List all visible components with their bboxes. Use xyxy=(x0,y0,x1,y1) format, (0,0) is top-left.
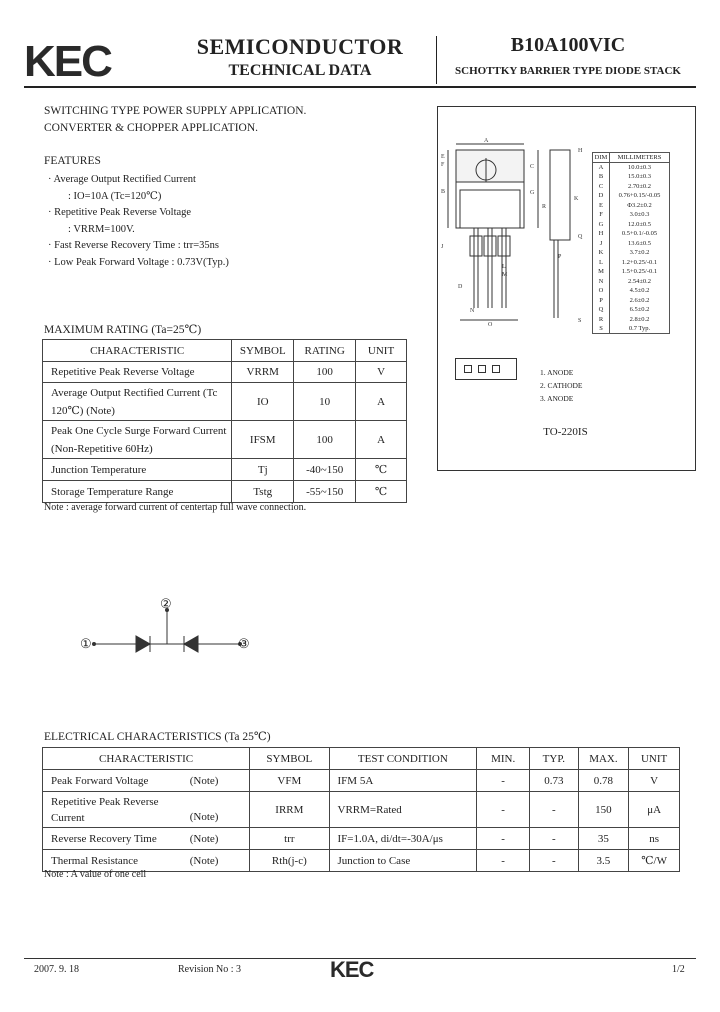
dim-key: P xyxy=(593,296,610,306)
feature-item: · Repetitive Peak Reverse Voltage xyxy=(48,207,192,218)
dim-key: K xyxy=(593,248,610,258)
cell-characteristic: Repetitive Peak Reverse Voltage xyxy=(43,362,232,383)
feature-item: : VRRM=100V. xyxy=(68,223,135,235)
cell-condition: IF=1.0A, di/dt=-30A/μs xyxy=(329,828,477,850)
dim-label: K xyxy=(574,196,579,202)
dim-value: 0.5+0.1/-0.05 xyxy=(621,230,658,238)
dim-key: J xyxy=(593,239,610,249)
svg-text:KEC: KEC xyxy=(24,40,111,80)
cell-characteristic: Junction Temperature xyxy=(43,459,232,481)
cell-unit: ns xyxy=(629,828,680,850)
dim-label: F xyxy=(441,162,445,168)
cell-unit: μA xyxy=(629,792,680,828)
dim-label: M xyxy=(502,272,508,278)
part-description: SCHOTTKY BARRIER TYPE DIODE STACK xyxy=(455,65,681,77)
electrical-table xyxy=(42,747,680,872)
dim-value: 2.70±0.2 xyxy=(627,182,652,190)
dim-label: P xyxy=(558,254,562,260)
cell-typ: - xyxy=(530,850,578,872)
dim-key: L xyxy=(593,258,610,268)
dim-label: A xyxy=(484,138,489,144)
cell-min: - xyxy=(477,792,530,828)
cell-max: 150 xyxy=(578,792,629,828)
dim-key: E xyxy=(593,201,610,211)
dim-row xyxy=(593,201,670,211)
dim-row xyxy=(593,163,670,173)
dim-label: D xyxy=(458,284,463,290)
company-title: SEMICONDUCTOR xyxy=(196,34,404,59)
cell-note: (Note) xyxy=(186,770,250,792)
dim-header: DIM xyxy=(593,153,610,163)
application-line-1: SWITCHING TYPE POWER SUPPLY APPLICATION. xyxy=(44,105,307,117)
col-header: MIN. xyxy=(477,748,530,770)
dim-row xyxy=(593,220,670,230)
dim-key: G xyxy=(593,220,610,230)
dimension-table xyxy=(592,152,670,334)
dim-label: C xyxy=(530,164,535,170)
cell-symbol: IFSM xyxy=(232,421,294,459)
dim-label: B xyxy=(441,189,446,195)
svg-text:KEC: KEC xyxy=(330,958,374,980)
cell-symbol: IO xyxy=(232,383,294,421)
dim-row xyxy=(593,258,670,268)
dim-label: G xyxy=(530,190,535,196)
header-rule xyxy=(24,86,696,88)
table-row xyxy=(43,792,680,828)
dim-key: O xyxy=(593,286,610,296)
dim-key: F xyxy=(593,210,610,220)
dim-row xyxy=(593,315,670,325)
dim-row xyxy=(593,296,670,306)
max-rating-table xyxy=(42,339,407,503)
dim-value: 6.5±0.2 xyxy=(629,306,650,314)
dim-label: E xyxy=(441,154,445,160)
cell-symbol: VRRM xyxy=(232,362,294,383)
feature-item: · Fast Reverse Recovery Time : trr=35ns xyxy=(48,240,219,251)
pin-pad xyxy=(464,365,472,373)
max-rating-title: MAXIMUM RATING (Ta=25℃) xyxy=(44,324,202,336)
dim-value: 1.2+0.25/-0.1 xyxy=(621,258,658,266)
cell-min: - xyxy=(477,770,530,792)
dim-value: 2.6±0.2 xyxy=(629,296,650,304)
max-rating-note: Note : average forward current of centertap full wave connection. xyxy=(44,502,307,513)
circuit-pin-1: ① xyxy=(80,636,92,651)
cell-symbol: IRRM xyxy=(250,792,329,828)
dim-value: 1.5+0.25/-0.1 xyxy=(621,268,658,276)
package-dimension-labels xyxy=(438,108,594,328)
dim-row xyxy=(593,248,670,258)
kec-logo xyxy=(24,40,136,80)
electrical-title: ELECTRICAL CHARACTERISTICS (Ta 25℃) xyxy=(44,731,271,743)
cell-max: 0.78 xyxy=(578,770,629,792)
cell-note: (Note) xyxy=(186,850,250,872)
circuit-pin-2: ② xyxy=(160,596,172,611)
cell-unit: A xyxy=(356,383,407,421)
pin-item: 2. CATHODE xyxy=(540,381,583,390)
col-header: CHARACTERISTIC xyxy=(43,340,232,362)
dim-key: S xyxy=(593,324,610,334)
dim-row xyxy=(593,210,670,220)
cell-min: - xyxy=(477,850,530,872)
pin-list xyxy=(540,366,583,405)
electrical-note: Note : A value of one cell xyxy=(44,869,147,880)
cell-symbol: Rth(j-c) xyxy=(250,850,329,872)
dim-row xyxy=(593,229,670,239)
footer-date: 2007. 9. 18 xyxy=(34,964,79,975)
dim-value: 13.6±0.5 xyxy=(627,239,652,247)
cell-note: (Note) xyxy=(186,792,250,828)
col-header: UNIT xyxy=(629,748,680,770)
cell-unit: ℃ xyxy=(356,481,407,503)
dim-label: H xyxy=(578,148,583,154)
cell-condition: VRRM=Rated xyxy=(329,792,477,828)
cell-note: (Note) xyxy=(186,828,250,850)
dim-value: 12.0±0.5 xyxy=(627,220,652,228)
col-header: RATING xyxy=(294,340,356,362)
cell-typ: - xyxy=(530,828,578,850)
cell-characteristic: Reverse Recovery Time xyxy=(43,828,186,850)
dim-row xyxy=(593,172,670,182)
circuit-pin-3: ③ xyxy=(238,636,250,651)
dim-key: N xyxy=(593,277,610,287)
dim-value: 2.8±0.2 xyxy=(629,315,650,323)
dim-label: R xyxy=(542,204,547,210)
dim-value: 3.7±0.2 xyxy=(629,249,650,257)
dim-key: A xyxy=(593,163,610,173)
col-header: TEST CONDITION xyxy=(329,748,477,770)
table-row xyxy=(43,421,407,459)
cell-symbol: Tstg xyxy=(232,481,294,503)
feature-item: · Low Peak Forward Voltage : 0.73V(Typ.) xyxy=(48,256,229,268)
cell-rating: -55~150 xyxy=(294,481,356,503)
cell-symbol: Tj xyxy=(232,459,294,481)
dim-header: MILLIMETERS xyxy=(617,154,662,161)
dim-label: J xyxy=(441,244,444,250)
dim-row xyxy=(593,182,670,192)
dim-value: 4.5±0.2 xyxy=(629,287,650,295)
dim-value: 0.7 Typ. xyxy=(628,325,651,332)
table-row xyxy=(43,459,407,481)
cell-rating: 10 xyxy=(294,383,356,421)
package-name: TO-220IS xyxy=(543,426,588,438)
col-header: MAX. xyxy=(578,748,629,770)
dim-row xyxy=(593,267,670,277)
header-divider xyxy=(436,36,437,84)
cell-characteristic: Storage Temperature Range xyxy=(43,481,232,503)
cell-characteristic: Repetitive Peak Reverse Current xyxy=(43,792,186,828)
table-row xyxy=(43,362,407,383)
dim-key: R xyxy=(593,315,610,325)
dim-row xyxy=(593,239,670,249)
col-header: SYMBOL xyxy=(250,748,329,770)
dim-row xyxy=(593,324,670,334)
col-header: TYP. xyxy=(530,748,578,770)
table-row xyxy=(43,770,680,792)
cell-max: 3.5 xyxy=(578,850,629,872)
pin-item: 3. ANODE xyxy=(540,394,574,403)
cell-characteristic: Average Output Rectified Current (Tc 120℃) (Note) xyxy=(43,383,232,421)
cell-min: - xyxy=(477,828,530,850)
dim-label: N xyxy=(470,308,475,314)
cell-typ: 0.73 xyxy=(530,770,578,792)
cell-rating: 100 xyxy=(294,421,356,459)
cell-condition: Junction to Case xyxy=(329,850,477,872)
cell-condition: IFM 5A xyxy=(329,770,477,792)
cell-unit: V xyxy=(629,770,680,792)
footer-revision: Revision No : 3 xyxy=(178,964,242,975)
dim-key: M xyxy=(593,267,610,277)
dim-row xyxy=(593,277,670,287)
feature-item: : IO=10A (Tc=120℃) xyxy=(68,190,162,202)
dim-key: C xyxy=(593,182,610,192)
cell-unit: V xyxy=(356,362,407,383)
cell-unit: ℃ xyxy=(356,459,407,481)
dim-key: B xyxy=(593,172,610,182)
cell-rating: 100 xyxy=(294,362,356,383)
dim-label: Q xyxy=(578,234,583,240)
footer-page: 1/2 xyxy=(672,964,685,975)
dim-value: 0.76+0.15/-0.05 xyxy=(618,192,661,200)
dim-label: O xyxy=(488,322,493,328)
cell-max: 35 xyxy=(578,828,629,850)
dim-key: H xyxy=(593,229,610,239)
features-title: FEATURES xyxy=(44,155,101,167)
pin-pad xyxy=(478,365,486,373)
part-number: B10A100VIC xyxy=(510,34,626,56)
feature-item: · Average Output Rectified Current xyxy=(48,174,196,185)
dim-label: S xyxy=(578,318,582,324)
dim-label: L xyxy=(502,264,506,270)
col-header: UNIT xyxy=(356,340,407,362)
table-row xyxy=(43,828,680,850)
dim-value: Φ3.2±0.2 xyxy=(627,201,652,209)
table-row xyxy=(43,481,407,503)
cell-unit: A xyxy=(356,421,407,459)
application-line-2: CONVERTER & CHOPPER APPLICATION. xyxy=(44,122,259,134)
features-list xyxy=(48,172,229,271)
dim-row xyxy=(593,191,670,201)
dim-value: 2.54±0.2 xyxy=(627,277,652,285)
cell-characteristic: Peak One Cycle Surge Forward Current (Non-Repetitive 60Hz) xyxy=(43,421,232,459)
cell-typ: - xyxy=(530,792,578,828)
cell-characteristic: Peak Forward Voltage xyxy=(43,770,186,792)
dim-row xyxy=(593,286,670,296)
cell-characteristic: Thermal Resistance xyxy=(43,850,186,872)
cell-unit: ℃/W xyxy=(629,850,680,872)
dim-key: Q xyxy=(593,305,610,315)
pin-item: 1. ANODE xyxy=(540,368,574,377)
dim-value: 15.0±0.3 xyxy=(627,173,652,181)
footer-logo xyxy=(330,958,390,980)
dim-key: D xyxy=(593,191,610,201)
cell-rating: -40~150 xyxy=(294,459,356,481)
package-bottom-view xyxy=(455,358,517,380)
col-header: CHARACTERISTIC xyxy=(43,748,250,770)
pin-pad xyxy=(492,365,500,373)
table-row xyxy=(43,383,407,421)
cell-symbol: trr xyxy=(250,828,329,850)
dim-row xyxy=(593,305,670,315)
dim-value: 3.0±0.3 xyxy=(629,211,650,219)
cell-symbol: VFM xyxy=(250,770,329,792)
document-subtitle: TECHNICAL DATA xyxy=(228,62,372,79)
dim-value: 10.0±0.3 xyxy=(627,164,652,171)
col-header: SYMBOL xyxy=(232,340,294,362)
